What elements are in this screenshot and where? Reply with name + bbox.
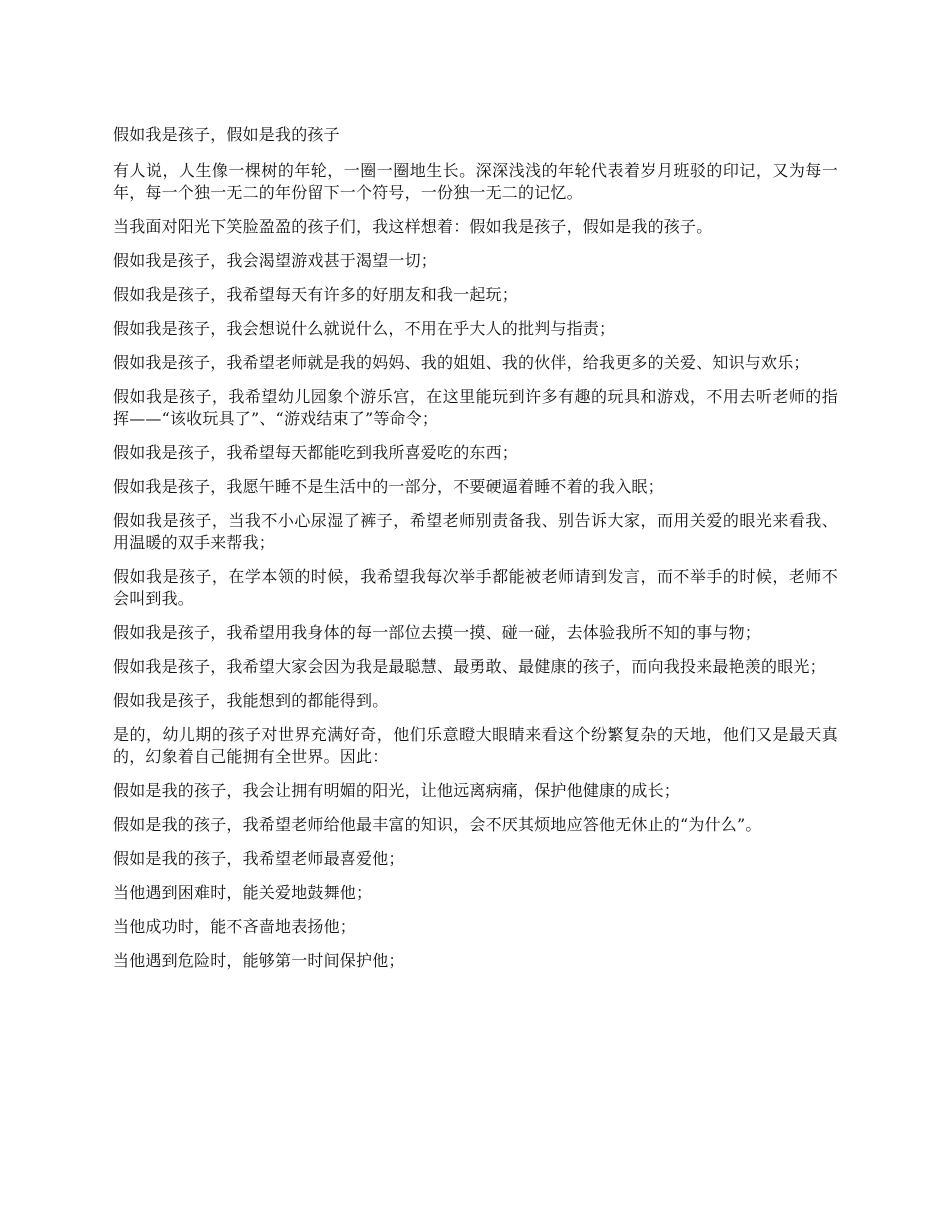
paragraph: 假如我是孩子，我会渴望游戏甚于渴望一切； bbox=[113, 251, 438, 270]
paragraph: 假如我是孩子，我会想说什么就说什么，不用在乎大人的批判与指责； bbox=[113, 319, 616, 338]
paragraph: 假如我是孩子，我希望用我身体的每一部位去摸一摸、碰一碰，去体验我所不知的事与物； bbox=[113, 623, 762, 642]
paragraph: 假如我是孩子，我愿午睡不是生活中的一部分，不要硬逼着睡不着的我入眠； bbox=[113, 477, 664, 496]
paragraph: 假如是我的孩子，我希望老师给他最丰富的知识，会不厌其烦地应答他无休止的“为什么”。 bbox=[113, 815, 762, 834]
document-body bbox=[113, 160, 838, 972]
paragraph: 假如我是孩子，我希望幼儿园象个游乐宫，在这里能玩到许多有趣的玩具和游戏，不用去听老师的指挥——“该收玩具了”、“游戏结束了”等命令； bbox=[113, 387, 838, 428]
paragraph: 是的，幼儿期的孩子对世界充满好奇，他们乐意瞪大眼睛来看这个纷繁复杂的天地，他们又是最天真的，幻象着自己能拥有全世界。因此： bbox=[113, 725, 838, 766]
document-title: 假如我是孩子，假如是我的孩子 bbox=[113, 125, 340, 144]
paragraph: 假如我是孩子，我能想到的都能得到。 bbox=[113, 691, 389, 710]
paragraph: 假如是我的孩子，我希望老师最喜爱他； bbox=[113, 849, 405, 868]
paragraph: 假如我是孩子，我希望大家会因为我是最聪慧、最勇敢、最健康的孩子，而向我投来最艳羡的眼光； bbox=[113, 657, 826, 676]
paragraph: 假如是我的孩子，我会让拥有明媚的阳光，让他远离病痛，保护他健康的成长； bbox=[113, 781, 681, 800]
paragraph: 当他遇到困难时，能关爱地鼓舞他； bbox=[113, 883, 373, 902]
paragraph: 当他遇到危险时，能够第一时间保护他； bbox=[113, 951, 405, 970]
paragraph: 有人说，人生像一棵树的年轮，一圈一圈地生长。深深浅浅的年轮代表着岁月班驳的印记，又为每一年，每一个独一无二的年份留下一个符号，一份独一无二的记忆。 bbox=[113, 161, 838, 202]
paragraph: 假如我是孩子，在学本领的时候，我希望我每次举手都能被老师请到发言，而不举手的时候，老师不会叫到我。 bbox=[113, 567, 838, 608]
paragraph: 假如我是孩子，我希望每天有许多的好朋友和我一起玩； bbox=[113, 285, 519, 304]
paragraph: 假如我是孩子，当我不小心尿湿了裤子，希望老师别责备我、别告诉大家，而用关爱的眼光来看我、用温暖的双手来帮我； bbox=[113, 511, 838, 552]
paragraph: 当我面对阳光下笑脸盈盈的孩子们，我这样想着：假如我是孩子，假如是我的孩子。 bbox=[113, 217, 713, 236]
paragraph: 当他成功时，能不吝啬地表扬他； bbox=[113, 917, 357, 936]
paragraph: 假如我是孩子，我希望每天都能吃到我所喜爱吃的东西； bbox=[113, 443, 519, 462]
paragraph: 假如我是孩子，我希望老师就是我的妈妈、我的姐姐、我的伙伴，给我更多的关爱、知识与欢乐； bbox=[113, 353, 810, 372]
